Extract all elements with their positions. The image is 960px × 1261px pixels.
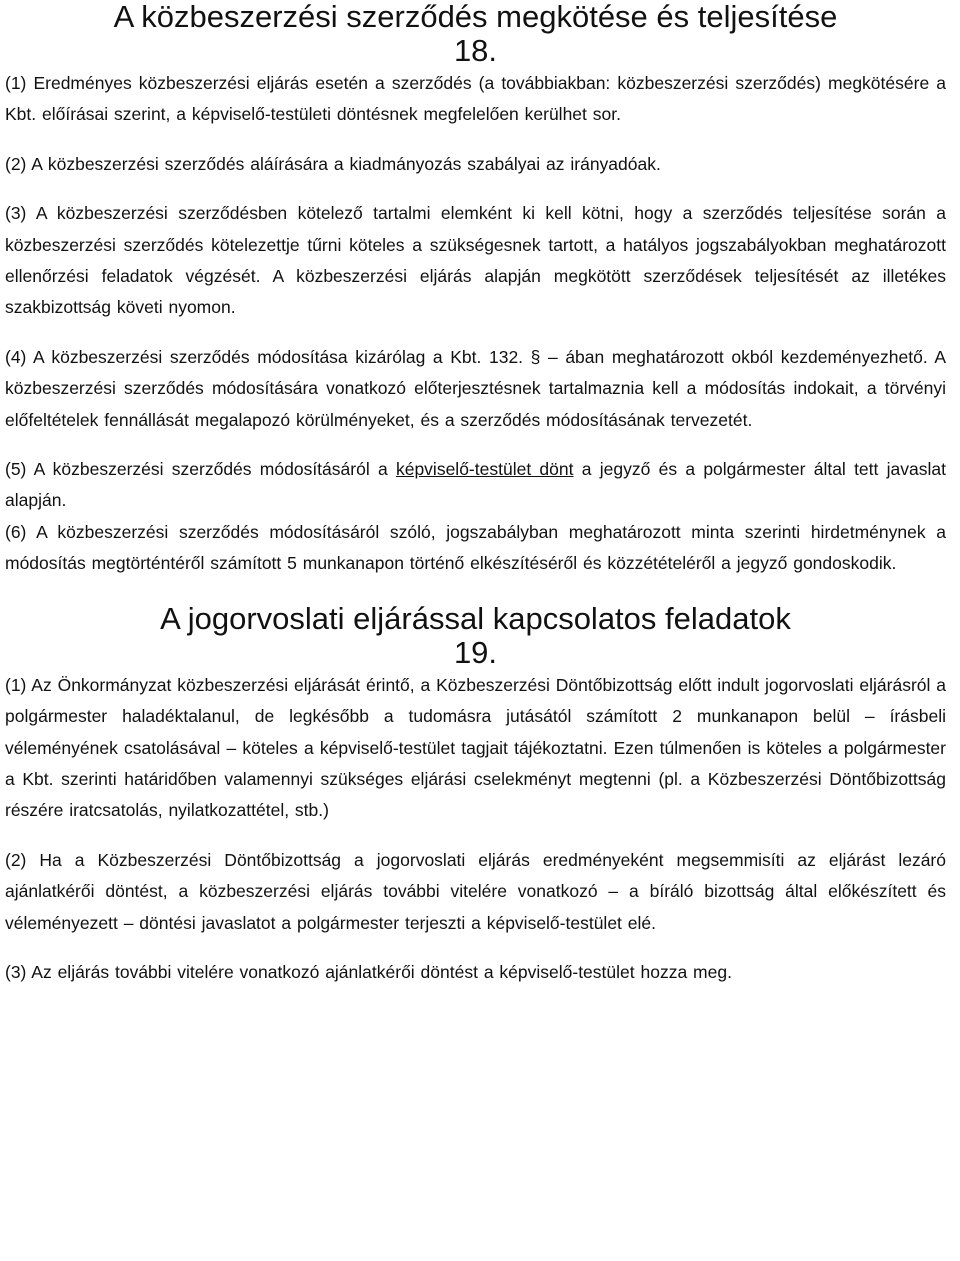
section-18-paragraph-3: (3) A közbeszerzési szerződésben kötelező tartalmi elemként ki kell kötni, hogy a szerződés teljesítése során a közbeszerzési szerződés kötelezettje tűrni köteles a szükségesnek tartott, a hatályos jogszabályokban meghatározott ellenőrzési feladatok végzését. A közbeszerzési eljárás alapján megkötött szerződések teljesítését az illetékes szakbizottság követi nyomon. bbox=[5, 203, 946, 318]
section-18-paragraph-6: (6) A közbeszerzési szerződés módosításáról szóló, jogszabályban meghatározott minta szerinti hirdetménynek a módosítás megtörténtéről számított 5 munkanapon történő elkészítéséről és közzétételéről a jegyző gondoskodik. bbox=[5, 521, 946, 574]
section-18-title: A közbeszerzési szerződés megkötése és teljesítése bbox=[113, 0, 838, 34]
paragraph-5-text-start: (5) A közbeszerzési szerződés módosításáról a bbox=[5, 459, 396, 480]
section-19-paragraph-3: (3) Az eljárás további vitelére vonatkozó ajánlatkérői döntést a képviselő-testület hozza meg. bbox=[5, 961, 732, 982]
section-18-paragraph-1: (1) Eredményes közbeszerzési eljárás esetén a szerződés (a továbbiakban: közbeszerzési szerződés) megkötésére a Kbt. előírásai szerint, a képviselő-testületi döntésnek megfelelően kerülhet sor. bbox=[5, 73, 946, 125]
section-18-paragraph-5 bbox=[5, 454, 946, 517]
section-19-number: 19. bbox=[453, 634, 498, 670]
section-18-paragraph-4: (4) A közbeszerzési szerződés módosítása kizárólag a Kbt. 132. § – ában meghatározott okból kezdeményezhető. A közbeszerzési szerződés módosítására vonatkozó előterjesztésnek tartalmaznia kell a módosítás indokait, a törvényi előfeltételek fennállását megalapozó körülményeket, és a szerződés módosításának tervezetét. bbox=[5, 346, 946, 430]
section-18-number: 18. bbox=[453, 33, 498, 68]
section-19-header bbox=[5, 580, 946, 670]
paragraph-5-text-end: a jegyző és a polgármester által tett javaslat alapján. bbox=[5, 459, 946, 511]
section-18-header bbox=[5, 0, 946, 68]
paragraph-5-underlined-text: képviselő-testület dönt bbox=[395, 459, 574, 480]
section-19-paragraph-2: (2) Ha a Közbeszerzési Döntőbizottság a jogorvoslati eljárás eredményeként megsemmisíti az eljárást lezáró ajánlatkérői döntést, a közbeszerzési eljárás további vitelére vonatkozó – a bíráló bizottság által előkészített és véleményezett – döntési javaslatot a polgármester terjeszti a képviselő-testület elé. bbox=[5, 849, 946, 933]
section-18-paragraph-2: (2) A közbeszerzési szerződés aláírására a kiadmányozás szabályai az irányadóak. bbox=[5, 153, 661, 174]
section-19-paragraph-1: (1) Az Önkormányzat közbeszerzési eljárását érintő, a Közbeszerzési Döntőbizottság előtt indult jogorvoslati eljárásról a polgármester haladéktalanul, de legkésőbb a tudomásra jutásától számított 2 munkanapon belül – írásbeli véleményének csatolásával – köteles a képviselő-testület tagjait tájékoztatni. Ezen túlmenően is köteles a polgármester a Kbt. szerinti határidőben valamennyi szükséges eljárási cselekményt megtenni (pl. a Közbeszerzési Döntőbizottság részére iratcsatolás, nyilatkozattétel, stb.) bbox=[5, 674, 946, 821]
section-19-title: A jogorvoslati eljárással kapcsolatos feladatok bbox=[160, 600, 791, 636]
